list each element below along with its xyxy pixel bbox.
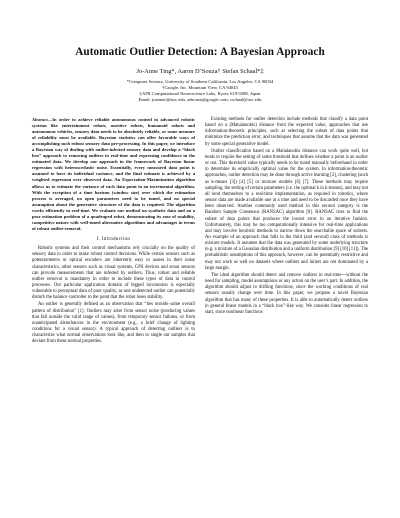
paper-title: Automatic Outlier Detection: A Bayesian Approach: [75, 46, 325, 58]
author-list: Jo-Anne Ting*, Aaron D’Souza† Stefan Schaal*‡: [136, 68, 264, 75]
body-paragraph: Outlier classification based on a Mahalanobis distance can work quite well, but tends to require the setting of some threshold that defines whether a point is an outlier or not. This threshold value typically needs to be tuned manually beforehand in order to determine its empirically optimal value for the system. In information-theoretic approaches, outlier detection may be done through active learning [2], clustering (such as k-means [3]) [4] [5] or mixture models [6] [7]. These methods may require sampling, the setting of certain parameters (i.e. the optimal k in k-means), and may not all lend themselves to a real-time implementation, as required in robotics, where sensor data are made available one at a time and need to be discarded once they have been observed. Another commonly used method in this second category is the Random Sample Consensus (RANSAC) algorithm [8]. RANSAC tries to find the subset of data points that produces the lowest error in an iterative fashion. Unfortunately, this may be too computationally intensive for real-time applications and may involve heuristic methods to narrow down the searchable space of subsets. An example of an approach that falls in the third (and second) class of methods is mixture models. It assumes that the data was generated by some underlying structure (e.g. a mixture of a Gaussian distribution and a uniform distribution [9] [10] [11]). The probabilistic assumptions of this approach, however, can be potentially restrictive and may not work as well on datasets where outliers and inliers are not dominated by a large margin.: [205, 148, 368, 271]
right-column: [205, 117, 368, 347]
email-line: Email: joanneti@usc.edu, adsouza@google.com, sschaal@usc.edu: [138, 97, 262, 102]
two-column-body: [32, 117, 368, 347]
abstract-text: —In order to achieve reliable autonomous control in advanced robotic systems like entertainment robots, assistive robots, humanoid robots and autonomous vehicles, sensory data needs to be absolutely reliable, or some measure of reliability must be available. Bayesian statistics can offer favorable ways of accomplishing such robust sensory data pre-processing. In this paper, we introduce a Bayesian way of dealing with outlier-infested sensory data and develop a “black box” approach to removing outliers in real-time and expressing confidence in the estimated data. We develop our approach in the framework of Bayesian linear regression with heteroscedastic noise. Essentially, every measured data point is assumed to have its individual variance, and the final estimate is achieved by a weighted regression over observed data. An Expectation-Maximization algorithm allows us to estimate the variance of each data point in an incremental algorithm. With the exception of a time horizon (window size) over which the estimation process is averaged, no open parameters need to be tuned, and no special assumption about the generative structure of the data is required. The algorithm works efficiently in real-time. We evaluate our method on synthetic data and on a pose estimation problem of a quadruped robot, demonstrating its ease of usability, competitive nature with well-tuned alternative algorithms and advantages in terms of robust outlier removal.: [32, 117, 195, 231]
body-paragraph: Robotic systems and their control mechanisms rely crucially on the quality of sensory data in order to make robust control decisions. While certain sensors such as potentiometers or optical encoders are inherently easy to assess in their noise characteristics, other sensors such as visual systems, GPS devices and sonar sensors can provide measurements that are infested by outliers. Thus, robust and reliable outlier removal is mandatory in order to include these types of data in control processes. Our particular application domain of legged locomotion is especially vulnerable to perceptual data of poor quality, as one undetected outlier can potentially disturb the balance controller to the point that the robot loses stability.: [32, 246, 195, 301]
affiliation-line: *Computer Science, University of Southern California, Los Angeles, CA 90034: [126, 79, 274, 84]
affiliation-line: †Google, Inc. Mountain View, CA 94043: [162, 85, 238, 90]
body-paragraph: An outlier is generally defined as an observation that “lies outside some overall pattern of distribution” [1]. Outliers may arise from sensor noise (producing values that fall outside the valid range of values), from temporary sensor failures, or from unanticipated disturbances in the environment (e.g., a brief change of lighting conditions for a visual sensor). A typical approach of detecting outliers is to characterize what normal observations look like, and then to single out samples that deviate from these normal properties.: [32, 302, 195, 345]
body-paragraph: The ideal algorithm should detect and remove outliers in real-time—without the need for sampling, model assumptions or any action on the user’s part. In addition, the algorithm should adjust to drifting functions, since the working conditions of real sensors usually change over time. In this paper, we propose a novel Bayesian algorithm that has many of these properties. It is able to automatically detect outliers in general linear models in a “black box”-like way. We consider linear regression to start, since nonlinear functions: [205, 272, 368, 315]
section-heading-introduction: I. Introduction: [96, 236, 131, 242]
left-column: [32, 117, 195, 347]
affiliation-block: [32, 79, 368, 103]
affiliation-line: ‡ATR Computational Neuroscience Labs, Kyoto 619-0288, Japan: [139, 91, 261, 96]
body-paragraph: Existing methods for outlier detection include methods that classify a data point based on a (Mahalanobis) distance from the expected value, approaches that use information-theoretic principles, such as selecting the subset of data points that minimize the prediction error, and techniques that assume that the data was generated by some special generative model.: [205, 117, 368, 147]
abstract: [32, 117, 195, 232]
abstract-label: Abstract: [32, 117, 48, 122]
